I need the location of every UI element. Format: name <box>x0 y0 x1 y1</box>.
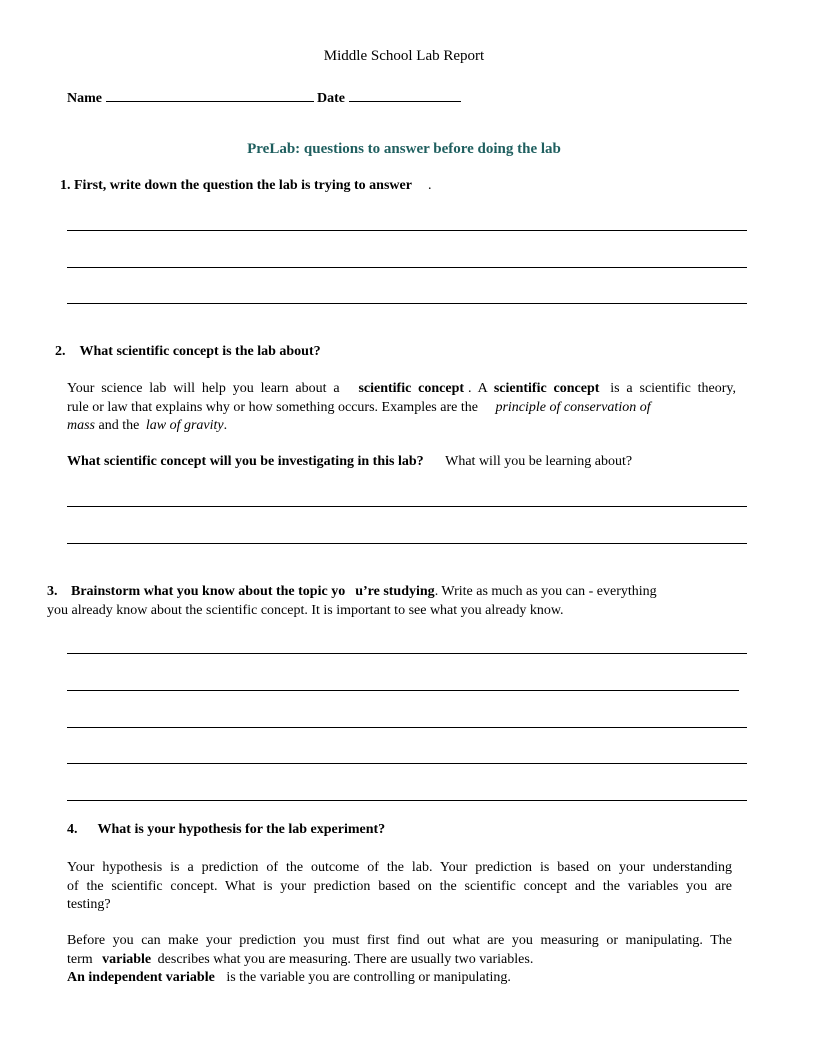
concept-text: rule or law that explains why or how something occurs. Examples are the <box>67 399 478 415</box>
name-label: Name <box>67 91 102 106</box>
question-3-heading: u’re studying <box>355 584 435 599</box>
question-1-text: 1. First, write down the question the lab is trying to answer <box>60 178 412 193</box>
concept-text: is a scientific theory, <box>610 381 736 396</box>
hypothesis-text: testing? <box>67 897 111 912</box>
hypothesis-paragraph <box>67 859 732 915</box>
answer-line-q3-5[interactable] <box>67 800 747 801</box>
concept-term: scientific concept <box>358 381 465 396</box>
question-2 <box>55 344 321 360</box>
answer-line-q2-2[interactable] <box>67 543 747 544</box>
question-3-number: 3. <box>47 584 58 599</box>
independent-variable-term: An independent variable <box>67 970 215 985</box>
question-4-heading: What is your hypothesis for the lab experiment? <box>97 822 386 837</box>
answer-line-q1-3[interactable] <box>67 303 747 304</box>
name-blank[interactable] <box>106 86 314 102</box>
question-3-text: . Write as much as you can - everything <box>434 584 657 599</box>
question-2-heading: What scientific concept is the lab about? <box>79 344 321 359</box>
question-1 <box>60 178 431 194</box>
answer-line-q3-2[interactable] <box>67 690 739 691</box>
answer-line-q3-4[interactable] <box>67 763 747 764</box>
question-3 <box>47 583 727 620</box>
concept-example: principle of conservation of <box>495 399 651 415</box>
hypothesis-text: Your hypothesis is a prediction of the outcome of the lab. Your prediction is based on your understanding <box>67 860 732 875</box>
concept-prompt-plain: What will you be learning about? <box>445 454 633 469</box>
variables-paragraph <box>67 932 732 988</box>
question-2-number: 2. <box>55 344 66 359</box>
variables-text: describes what you are measuring. There are usually two variables. <box>157 951 534 967</box>
answer-line-q3-3[interactable] <box>67 727 747 728</box>
variables-text: term <box>67 951 93 967</box>
concept-text: . A <box>468 381 487 396</box>
name-date-row <box>67 86 461 107</box>
concept-example: law of gravity <box>145 418 224 433</box>
date-label: Date <box>317 91 345 106</box>
variable-term: variable <box>102 951 152 967</box>
answer-line-q3-1[interactable] <box>67 653 747 654</box>
answer-line-q2-1[interactable] <box>67 506 747 507</box>
question-1-tail: . <box>427 178 432 193</box>
prelab-heading: PreLab: questions to answer before doing the lab <box>247 141 561 157</box>
variables-text: is the variable you are controlling or manipulating. <box>226 970 511 985</box>
concept-term: scientific concept <box>493 381 600 396</box>
date-blank[interactable] <box>349 86 461 102</box>
hypothesis-text: of the scientific concept. What is your prediction based on the scientific concept and the variables you are <box>67 878 732 894</box>
concept-text: . <box>223 418 228 433</box>
concept-prompt-bold: What scientific concept will you be investigating in this lab? <box>67 454 424 469</box>
question-3-text: you already know about the scientific concept. It is important to see what you already know. <box>47 602 564 618</box>
variables-text: Before you can make your prediction you must first find out what are you measuring or manipulating. The <box>67 933 732 948</box>
concept-prompt <box>67 454 632 470</box>
question-4 <box>67 822 385 838</box>
answer-line-q1-1[interactable] <box>67 230 747 231</box>
question-4-number: 4. <box>67 822 78 837</box>
concept-text: and the <box>98 418 140 433</box>
concept-text: Your science lab will help you learn about a <box>67 381 340 396</box>
concept-example: mass <box>67 418 96 433</box>
concept-paragraph <box>67 380 736 436</box>
document-title: Middle School Lab Report <box>323 48 485 64</box>
question-3-heading: Brainstorm what you know about the topic yo <box>71 584 346 599</box>
answer-line-q1-2[interactable] <box>67 267 747 268</box>
